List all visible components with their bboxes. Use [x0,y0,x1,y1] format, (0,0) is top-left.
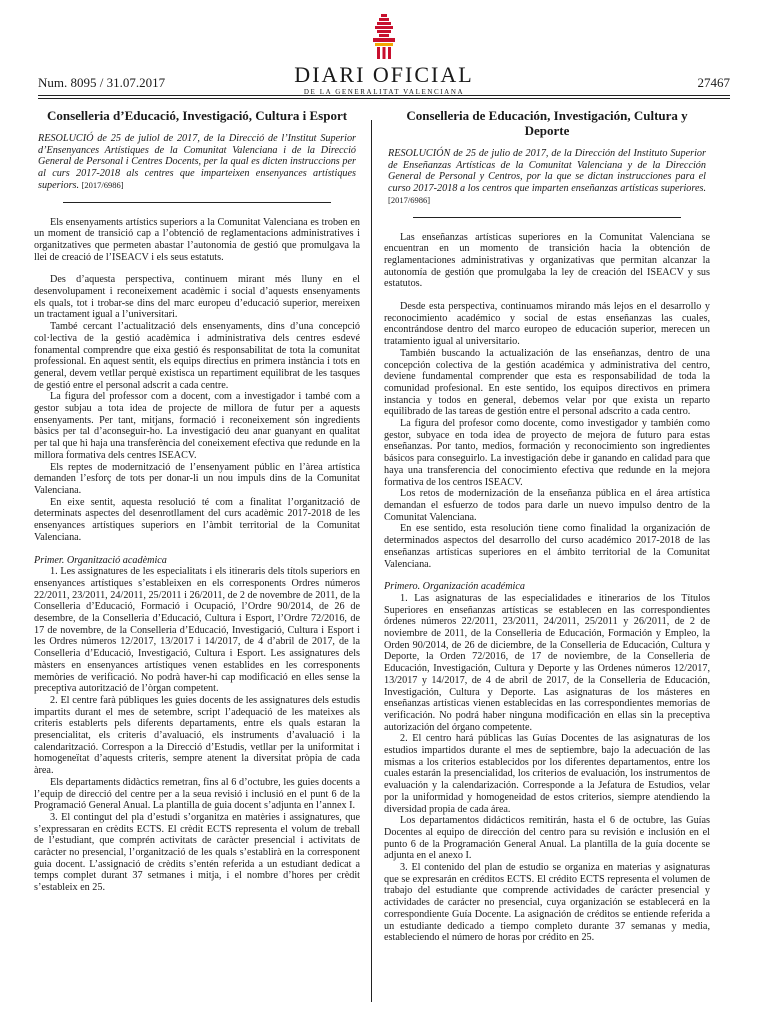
resolution-code: [2017/6986] [81,179,124,190]
intro-paragraph: En eixe sentit, aquesta resolució té com a finalitat l’organització de determinats aspectes del desenrotllament del curs acadèmic 2017-2018 de les ensenyances artístiques superiors en l’àmbit territorial de la Comunitat Valenciana. [34,496,360,543]
generalitat-logo [369,12,399,62]
section-paragraph: 1. Les assignatures de les especialitats i els itineraris dels títols superiors en ensenyances artístiques s’estableixen en els corresponents Ordres números 22/2011, 23/2011, 24/2011, 25/2011 i 26/2011, de 2 de novembre de 2011, de la Conselleria d’Educació, Formació i Ocupació, l’Ordre 90/2014, de 26 de desembre, de la Conselleria d’Educació, Cultura i Esport, l’Ordre 72/2016, de 17 de novembre, de la Conselleria d’Educació, Investigació, Cultura i Esport i les Ordres números 12/2017, 13/2017 i 14/2017, de 4 d’abril de 2017, de la Conselleria d’Educació, Investigació, Cultura i Esport. Les assignatures dels màsters en ensenyances artístiques venen establides en les corresponents memòries de verificació. No podrà haver-hi cap modificació en elles sense la preceptiva autorització de l’òrgan competent. [34,566,360,695]
section-heading: Primero. Organización académica [384,581,525,593]
resolution-rule [63,202,330,203]
department-title: Conselleria d’Educació, Investigació, Cultura i Esport [46,108,348,123]
intro-paragraph: Els reptes de modernització de l’ensenyament públic en l’àrea artística demanden l’esforç de tots per donar-li un nou impuls dins de la Comunitat Valenciana. [34,461,360,496]
resolution-code: [2017/6986] [388,194,431,205]
section-paragraph: 3. El contingut del pla d’estudi s’organitza en matèries i assignatures, que s’expressaran en crèdits ECTS. El crèdit ECTS representa el volum de treball de l’estudiant, que comprén activitats de caràcter presencial i activitats de caràcter no presencial, l’organització de les quals s’establirà en la corresponent guia docent. L’assignació de crèdits s’entén referida a un estudiant dedicat a temps complet durant 37 setmanes i mitja, i el nombre d’hores per crèdit s’estableix en 25. [34,811,360,894]
section-paragraph: 3. El contenido del plan de estudio se organiza en materias y asignaturas que se expresarán en créditos ECTS. El crédito ECTS representa el volumen de trabajo del estudiante que comprende actividades de carácter presencial y actividades de carácter no presencial, cuya organización se establecerá en la correspondiente Guía Docente. La asignación de créditos se entiende referida a un estudiante dedicado a tiempo completo durante 37 semanas y media, estableciendo el número de horas por crédito en 25. [384,862,710,944]
section-paragraph: 2. El centre farà públiques les guies docents de les assignatures dels estudis impartits durant el mes de setembre, script l’adequació de les mateixes als criteris establerts pels diferents departaments, entre els quals estaran la presencialitat, els criteris d’avaluació, els instruments d’avaluació i la calendarització. Correspon a la Direcció d’Estudis, vetllar per la uniformitat i homogeneïtat d’aquests criteris, sempre atenent la diversitat pròpia de cada àrea. [34,694,360,777]
intro-paragraph: En ese sentido, esta resolución tiene como finalidad la organización de determinados aspectos del desarrollo del curso académico 2017-2018 de las enseñanzas artísticas superiores en el ámbito territorial de la Comunitat Valenciana. [384,523,710,570]
section-paragraph: 1. Las asignaturas de las especialidades e itinerarios de los Títulos Superiores en enseñanzas artísticas se establecen en las correspondientes órdenes números 22/2011, 23/2011, 24/2011, 25/2011 y 26/2011, de 2 de noviembre de 2011, de la Conselleria de Educación, Formación y Empleo, la Orden 90/2014, de 26 de diciembre, de la Conselleria de Educación, Cultura y Deporte, la Orden 72/2016, de 17 de noviembre, de la Conselleria de Educación, Investigación, Cultura y Deporte y las Ordenes números 12/2017, 13/2017 y 14/2017, de 4 de abril de 2017, de la Conselleria de Educación, Investigación, Cultura y Deporte. Las asignaturas de los másteres en enseñanzas artísticas vienen establecidas en las correspondientes memorias de verificación. No podrá haber ninguna modificación en ellas sin la preceptiva autorización del órgano competente. [384,592,710,733]
section-heading: Primer. Organització acadèmica [34,554,167,566]
masthead [294,64,473,97]
page-number: 27467 [697,75,730,90]
section-paragraph: Els departaments didàctics remetran, fins al 6 d’octubre, les guies docents a l’equip de direcció del centre per a la seua revisió i inclusió en el punt 6 de la Programació General Anual. La plantilla de guia docent s’adjunta en l’annex I. [34,776,360,812]
intro-paragraph: Des d’aquesta perspectiva, continuem mirant més lluny en el desenvolupament i reconeixement acadèmic i social d’aquests ensenyaments els quals, tot i trobar-se dins del marc europeu d’educació superior, mereixen un tractament igual a l’universitari. [34,274,360,321]
intro-paragraph: También buscando la actualización de las enseñanzas, dentro de una concepción colectiva de la gestión académica y administrativa del centro, deviene fundamental comprender que esta es responsabilidad de toda la comunidad profesional. En este sentido, los equipos directivos en primera instancia y todos en general, debemos velar por que exista un reparto equilibrado de las tareas de gestión entre el personal adscrito a cada centro. [384,347,710,418]
section-paragraph: Los departamentos didácticos remitirán, hasta el 6 de octubre, las Guías Docentes al equipo de dirección del centro para su revisión e inclusión en el punto 6 de la Programación General Anual. La plantilla de la guía docente se adjunta en el anexo I. [384,815,710,862]
resolution-text: RESOLUCIÓ de 25 de juliol de 2017, de la Direcció de l’Institut Superior d’Ensenyances Artístiques de la Comunitat Valenciana i de la Direcció General de Personal i Centres Docents, per la qual es dicten instruccions per al curs 2017-2018 als centres que imparteixen ensenyances artístiques superiors. [38,133,356,191]
intro-paragraph: La figura del profesor como docente, como investigador y también como gestor, subyace en toda idea de proyecto de mejora de futuro para estas enseñanzas. Por tanto, medios, formación y reconocimiento son ingredientes básicos para conseguirlo. La investigación debe ir ganando en calidad para que haya una transferencia del conocimiento efectiva que redunde en la mejora formativa de los centros ISEACV. [384,418,710,488]
column-valencian [34,108,360,894]
column-spanish [384,108,710,944]
masthead-subtitle: DE LA GENERALITAT VALENCIANA [303,88,465,96]
resolution-heading [384,148,710,207]
issue-number: Num. 8095 / 31.07.2017 [38,75,166,90]
masthead-title: DIARI OFICIAL [294,62,474,87]
intro-paragraph: Las enseñanzas artísticas superiores en la Comunitat Valenciana se encuentran en un momento de transición hacia la obtención de reglamentaciones administrativas y organizativas que permitan alcanzar la autonomía de gestión que promulgaba la ley de creación del ISEACV y sus estatutos. [384,231,710,290]
column-divider [371,120,372,1002]
intro-paragraph: Desde esta perspectiva, continuamos mirando más lejos en el desarrollo y reconocimiento académico y social de estas enseñanzas las cuales, encontrándose dentro del marco europeo de educación superior, merecen un tratamiento igual al universitario. [384,301,710,348]
resolution-heading [34,133,360,192]
intro-paragraph: Los retos de modernización de la enseñanza pública en el área artística demandan el esfuerzo de todos para darle un nuevo impulso dentro de la Comunitat Valenciana. [384,488,710,523]
page-header [38,0,730,96]
section-paragraph: 2. El centro hará públicas las Guías Docentes de las asignaturas de los estudios impartidos durante el mes de septiembre, bajo la adecuación de las mismas a los criterios establecidos por los diferentes departamentos, entre los cuales estarán la presencialidad, los criterios de evaluación, los instrumentos de evaluación y la calendarización. Corresponde a la Jefatura de Estudios, velar por la uniformidad y homogeneidad de estos criterios, siempre atendiendo la diversidad propia de cada área. [384,733,710,815]
header-rule-bottom [38,98,730,99]
department-title: Conselleria de Educación, Investigación, Cultura y Deporte [406,108,688,138]
resolution-rule [413,217,680,218]
intro-paragraph: Els ensenyaments artístics superiors a la Comunitat Valenciana es troben en un moment de transició cap a l’obtenció de reglamentacions administratives i organitzatives que permeten abastar l’autonomia de gestió que promulgava la llei de creació de l’ISEACV i els seus estatuts. [34,216,360,263]
resolution-text: RESOLUCIÓN de 25 de julio de 2017, de la Dirección del Instituto Superior de Enseñanzas Artísticas de la Comunitat Valenciana y de la Dirección General de Personal y Centros, por la que se dictan instrucciones para el curso 2017-2018 a los centros que imparten enseñanzas artísticas superiores. [388,148,706,195]
intro-paragraph: També cercant l’actualització dels ensenyaments, dins d’una concepció col·lectiva de la gestió acadèmica i administrativa dels centres esdevé fonamental comprendre que eixa gestió és responsabilitat de tota la comunitat professional. En aquest sentit, els equips directius en primera instància i tots en general, devem vetllar perquè existisca un repartiment equilibrat de les tasques de gestió entre el personal adscrit a cada centre. [34,321,360,391]
header-rule-top [38,95,730,96]
intro-paragraph: La figura del professor com a docent, com a investigador i també com a gestor subjau a tota idea de projecte de millora de futur per a aquests ensenyaments. Per tant, mitjans, formació i reconeixement són ingredients bàsics per tal d’aconseguir-ho. La investigació deu anar guanyant en qualitat per tal que hi haja una transferència del coneixement efectiva que redunde en la millora formativa dels centres ISEACV. [34,391,360,461]
